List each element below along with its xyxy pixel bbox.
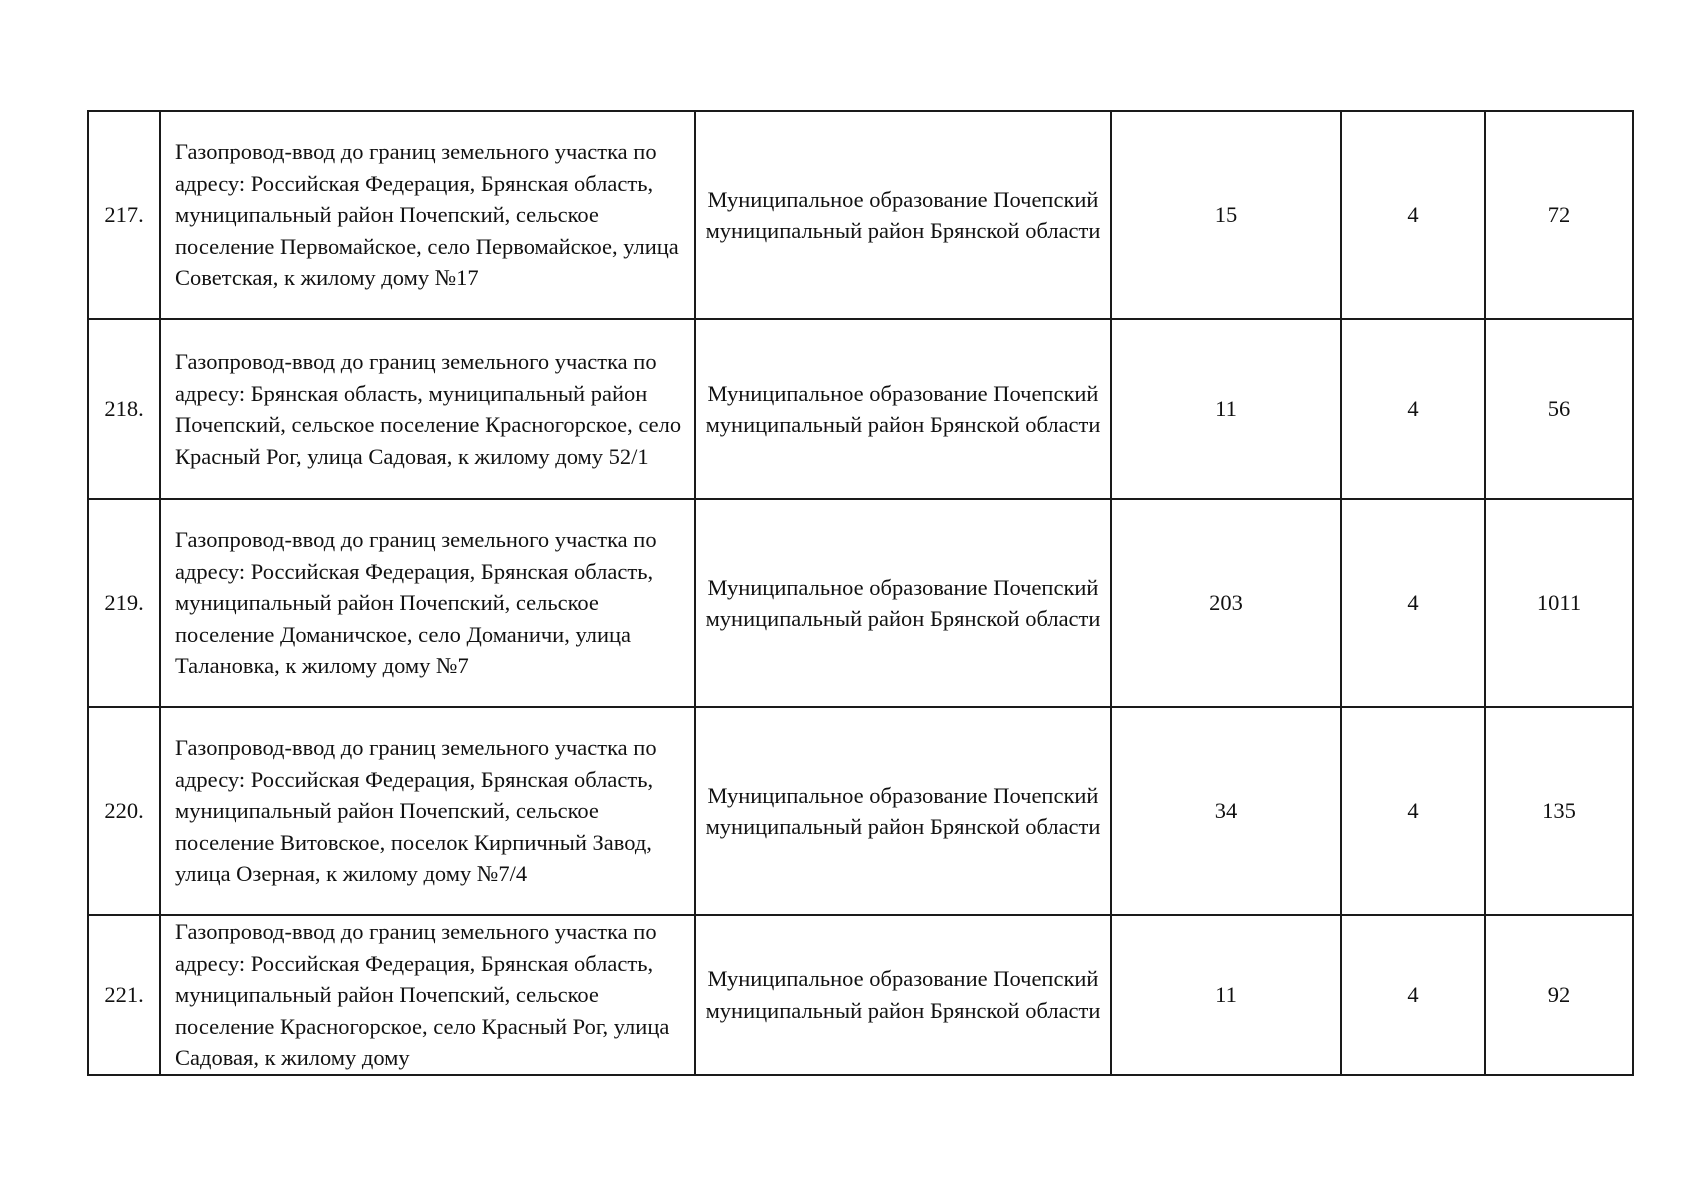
value-cell-2: 4 (1341, 111, 1485, 319)
value-cell-2: 4 (1341, 707, 1485, 915)
value-cell-2: 4 (1341, 915, 1485, 1075)
description-text: Газопровод-ввод до границ земельного участка по адресу: Российская Федерация, Брянская область, муниципальный район Почепский, сельское поселение Витовское, поселок Кирпичный Завод, улица Озерная, к жилому дому №7/4 (175, 735, 657, 887)
description-text: Газопровод-ввод до границ земельного участка по адресу: Российская Федерация, Брянская область, муниципальный район Почепский, сельское поселение Доманичское, село Доманичи, улица Талановка, к жилому дому №7 (175, 527, 657, 679)
value-cell-1: 11 (1111, 915, 1341, 1075)
value-cell-3: 92 (1485, 915, 1633, 1075)
table-row (88, 707, 1633, 915)
value-cell-2: 4 (1341, 319, 1485, 499)
owner-cell: Муниципальное образование Почепский муниципальный район Брянской области (695, 707, 1111, 915)
value-cell-1: 34 (1111, 707, 1341, 915)
value-cell-3: 56 (1485, 319, 1633, 499)
description-text: Газопровод-ввод до границ земельного участка по адресу: Брянская область, муниципальный район Почепский, сельское поселение Красногорское, село Красный Рог, улица Садовая, к жилому дому 52/1 (175, 349, 682, 469)
row-number: 217. (88, 111, 160, 319)
object-description (160, 915, 695, 1075)
value-cell-3: 1011 (1485, 499, 1633, 707)
table-row (88, 111, 1633, 319)
value-cell-1: 15 (1111, 111, 1341, 319)
row-number: 221. (88, 915, 160, 1075)
description-text: Газопровод-ввод до границ земельного участка по адресу: Российская Федерация, Брянская область, муниципальный район Почепский, сельское поселение Первомайское, село Первомайское, улица Советская, к жилому дому №17 (175, 139, 679, 291)
row-number: 220. (88, 707, 160, 915)
object-description (160, 111, 695, 319)
value-cell-2: 4 (1341, 499, 1485, 707)
owner-cell: Муниципальное образование Почепский муниципальный район Брянской области (695, 111, 1111, 319)
row-number: 219. (88, 499, 160, 707)
value-cell-3: 72 (1485, 111, 1633, 319)
table-row (88, 915, 1633, 1075)
owner-cell: Муниципальное образование Почепский муниципальный район Брянской области (695, 319, 1111, 499)
object-description (160, 319, 695, 499)
row-number: 218. (88, 319, 160, 499)
object-description (160, 707, 695, 915)
object-description (160, 499, 695, 707)
owner-cell: Муниципальное образование Почепский муниципальный район Брянской области (695, 499, 1111, 707)
value-cell-1: 203 (1111, 499, 1341, 707)
table-row (88, 499, 1633, 707)
description-text: Газопровод-ввод до границ земельного участка по адресу: Российская Федерация, Брянская область, муниципальный район Почепский, сельское поселение Красногорское, село Красный Рог, улица Садовая, к жилому дому (175, 919, 670, 1070)
registry-table (87, 110, 1634, 1076)
value-cell-3: 135 (1485, 707, 1633, 915)
document-page (87, 110, 1634, 1076)
value-cell-1: 11 (1111, 319, 1341, 499)
owner-cell: Муниципальное образование Почепский муниципальный район Брянской области (695, 915, 1111, 1075)
table-row (88, 319, 1633, 499)
